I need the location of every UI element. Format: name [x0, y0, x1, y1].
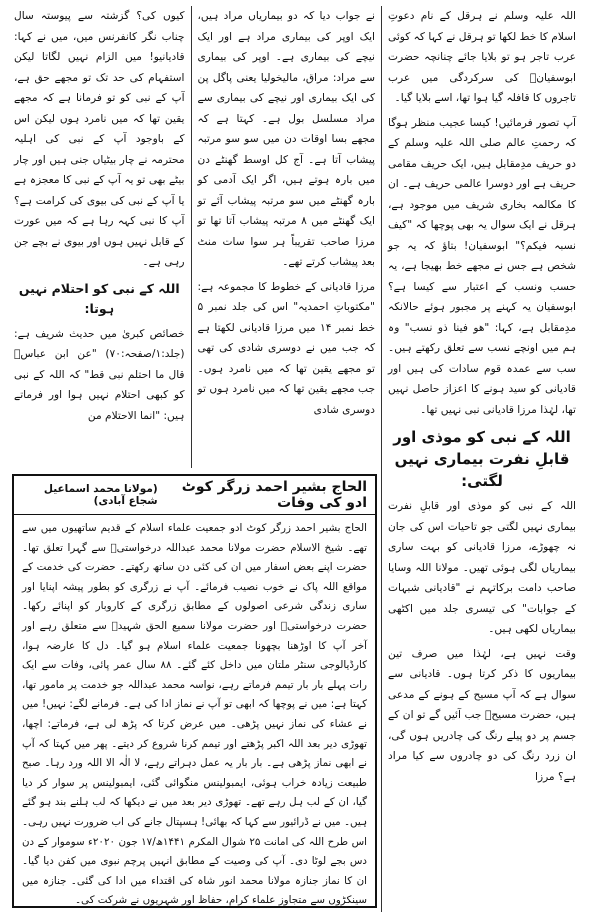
right-para-1: اللہ علیہ وسلم نے ہرقل کے نام دعوتِ اسلام کا خط لکھا تو ہرقل نے کہا کہ کوئی عرب تاجر ہو تو بلایا جائے چنانچہ حضرت ابوسفیانؓ کی سرکردگی میں عرب تاجروں کا قافلہ گیا ہوا تھا، اسے بلایا گیا۔ [388, 10, 576, 104]
page-layout [8, 6, 582, 912]
obituary-title: الحاج بشیر احمد زرگر کوٹ ادو کی وفات [181, 479, 367, 511]
right-para-3: اللہ کے نبی کو موذی اور قابلِ نفرت بیماری نہیں لگتی جو تاحیات اس کی جان نہ چھوڑے، مرزا قادیانی کو بہت ساری بیماریاں لگی ہوئی تھیں۔ مولانا اللہ وسایا صاحب دامت برکاتہم نے "قادیانی شبہات کے جوابات" کی تیسری جلد میں اکٹھی بیماریاں لکھی ہیں۔ [388, 500, 576, 635]
left-para-2: خصائص کبریٰ میں حدیث شریف ہے: (جلد:۱/صفحہ:۷۰) "عن ابن عباسؓ قال ما احتلم نبی قط" کہ اللہ کے نبی کو کبھی احتلام نہیں ہوا اور فرماتے ہیں: "انما الاحتلام من [14, 327, 185, 422]
obituary-box [12, 474, 377, 908]
left-area [8, 6, 382, 912]
middle-column [192, 6, 381, 468]
obituary-header [14, 476, 375, 515]
middle-para-1: نے جواب دیا کہ دو بیماریاں مراد ہیں، ایک اوپر کی بیماری مراد ہے اور ایک نیچے کی بیماری ہے۔ اوپر کی بیماری سے مراد: مراق، مالیخولیا یعنی پاگل پن کی ایک بیماری اور نیچے کی بیماری سے مراد مسلسل بول ہے۔ کہتا ہے کہ مجھے بسا اوقات دن میں سو سو مرتبہ پیشاب آتا ہے۔ آج کل اوسط گھنٹے دن میں بارہ ہوتے ہیں، اگر ایک آدمی کو بارہ گھنٹے میں سو مرتبہ پیشاب آئے تو ایک گھنٹے میں ۸ مرتبہ پیشاب آتا تھا تو مرزا صاحب تقریباً ہر سوا سات منٹ بعد پیشاب کرتے تھے۔ [197, 10, 375, 268]
obituary-author: (مولانا محمد اسماعیل شجاع آبادی) [43, 483, 158, 507]
left-para-1: کیوں کی؟ گزشتہ سے پیوستہ سال چناب نگر کانفرنس میں، میں نے کہا: قادیانیو! میں الزام نہیں لگاتا لیکن استفہام کی حد تک تو مجھے حق ہے، آپ کے نبی کو تو فرمانا ہے کہ مجھے یقین تھا کہ میں نامرد ہوں لیکن اس کے باوجود آپ کے نبی کی اہلیہ محترمہ نے چار بیٹیاں جنی ہیں اور چار بیٹے بھی تو یہ آپ کے نبی کا معجزہ ہے یا آپ کے نبی کی بیوی کی کرامت ہے؟ آپ کا نبی کہہ رہا ہے کہ میں عورت کے قابل نہیں ہوں اور بیوی نے بچے جن رہی ہے۔ [14, 10, 185, 268]
obituary-body: الحاج بشیر احمد زرگر کوٹ ادو جمعیت علماء اسلام کے قدیم ساتھیوں میں سے تھے۔ شیخ الاسلام حضرت مولانا محمد عبداللہ درخواستیؒ سے گہرا تعلق تھا۔ حضرت اپنے بعض اسفار میں ان کی کئی دن ساتھ رکھتے۔ حضرت کی خدمت کے مواقع اللہ پاک نے خوب نصیب فرمائے۔ آپ نے زرگری کو بطور پیشہ اپنایا اور ساری زندگی شرعی اصولوں کے مطابق زرگری کے کاروبار کو اپنائے رکھا۔ حضرت درخواستیؒ اور حضرت مولانا سمیع الحق شہیدؒ سے متعلق رہے اور آخر آپ کا اوڑھنا بچھونا جمعیت علماء اسلام ہو گیا۔ دل کا عارضہ ہوا، کارڈیالوجی سنٹر ملتان میں داخل کئے گئے۔ ۸۸ سال عمر پائی، وفات سے ایک رات پہلے بار بار تیمم فرماتے رہے، نواسہ محمد عبداللہ جو خدمت پر مامور تھا، کہتا ہے: میں نے پوچھا کہ ابھی تو آپ نے نماز ادا کی ہے۔ فرمانے لگے: نہیں! میں نے عشاء کی نماز نہیں پڑھی۔ میں عرض کرتا کہ پڑھ لی ہے، فرماتے: اچھا، تھوڑی دیر بعد اللہ اکبر پڑھتے اور تیمم کرنا شروع کر دیتے۔ پھر میں کہتا کہ آپ نے ابھی نماز پڑھی ہے۔ بار بار یہ عمل دہراتے رہے، لا الٰہ الا اللہ ورد رہا۔ صبح طبیعت زیادہ خراب ہوئی، ایمبولینس منگوائی گئی، ایمبولینس پر سوار کر دیا گیا، ان کے لب ہل رہے تھے۔ تھوڑی دیر بعد میں نے دیکھا کہ لب ہلنے بند ہو گئے ہیں۔ میں نے ڈرائیور سے کہا کہ بھائی! ہسپتال جانے کی اب ضرورت نہیں رہی۔ اس طرح اللہ کی امانت ۲۵ شوال المکرم ۱۴۴۱ھ/۱۷ جون ۲۰۲۰ء سوموار کے دن دس بجے لوٹا دی۔ آپ کی وصیت کے مطابق انہیں پرچم نبوی میں کفن دیا گیا۔ ان کا نماز جنازہ مولانا محمد انور شاہ کی اقتداء میں ادا کی گئی۔ جنازہ میں سینکڑوں سے متجاوز علماء کرام، حفاظ اور شہریوں نے شرکت کی۔ [22, 522, 368, 907]
left-column [8, 6, 192, 468]
right-column [382, 6, 582, 912]
middle-para-2: مرزا قادیانی کے خطوط کا مجموعہ ہے: "مکتوباتِ احمدیہ" اس کی جلد نمبر ۵ خط نمبر ۱۴ میں مرزا قادیانی لکھتا ہے کہ جب میں نے دوسری شادی کی تھی تو مجھے یقین تھا کہ میں نامرد ہوں۔ جب مجھے یقین تھا کہ میں نامرد ہوں تو دوسری شادی [197, 280, 375, 416]
right-para-4: وقت نہیں ہے، لہٰذا میں صرف تین بیماریوں کا ذکر کرتا ہوں۔ قادیانی سے سوال ہے کہ آپ مسیح کے ہونے کے مدعی ہیں، حضرت مسیحؑ جب آئیں گے تو ان کے جسم پر دو پیلے رنگ کی چادریں ہوں گی، ان زرد رنگ کی دو چادروں سے کیا مراد ہے؟ مرزا [388, 647, 576, 783]
right-heading: اللہ کے نبی کو موذی اور قابلِ نفرت بیماری نہیں لگتی: [393, 428, 571, 490]
top-columns [8, 6, 381, 468]
right-para-2: آپ تصور فرمائیں! کیسا عجیب منظر ہوگا کہ رحمتِ عالم صلی اللہ علیہ وسلم کے دو حریف مدِمقابل ہیں، ایک حریف مقامی حریف ہے اور دوسرا عالمی حریف ہے۔ ان کا مکالمہ بخاری شریف میں موجود ہے، ہرقل نے ایک سوال یہ بھی پوچھا کہ "کیف نسبہ فیکم؟" ابوسفیان! بتاؤ کہ یہ جو شخص ہے جس نے مجھے خط بھیجا ہے، یہ حسب ونسب کے اعتبار سے کیسا ہے؟ ابوسفیان یہ کہنے پر مجبور ہوئے حالانکہ مدِمقابل ہے، کہا: "ھو فینا ذو نسب" وہ ہم میں اونچے نسب سے تعلق رکھتے ہیں۔ سب سے عمدہ قوم سادات کی ہیں اور قادیانی کو سید ہونے کا اعزاز حاصل نہیں تھا، لہٰذا مرزا قادیانی نبی نہیں تھا۔ [388, 116, 576, 416]
left-heading: اللہ کے نبی کو احتلام نہیں ہوتا: [18, 280, 180, 316]
